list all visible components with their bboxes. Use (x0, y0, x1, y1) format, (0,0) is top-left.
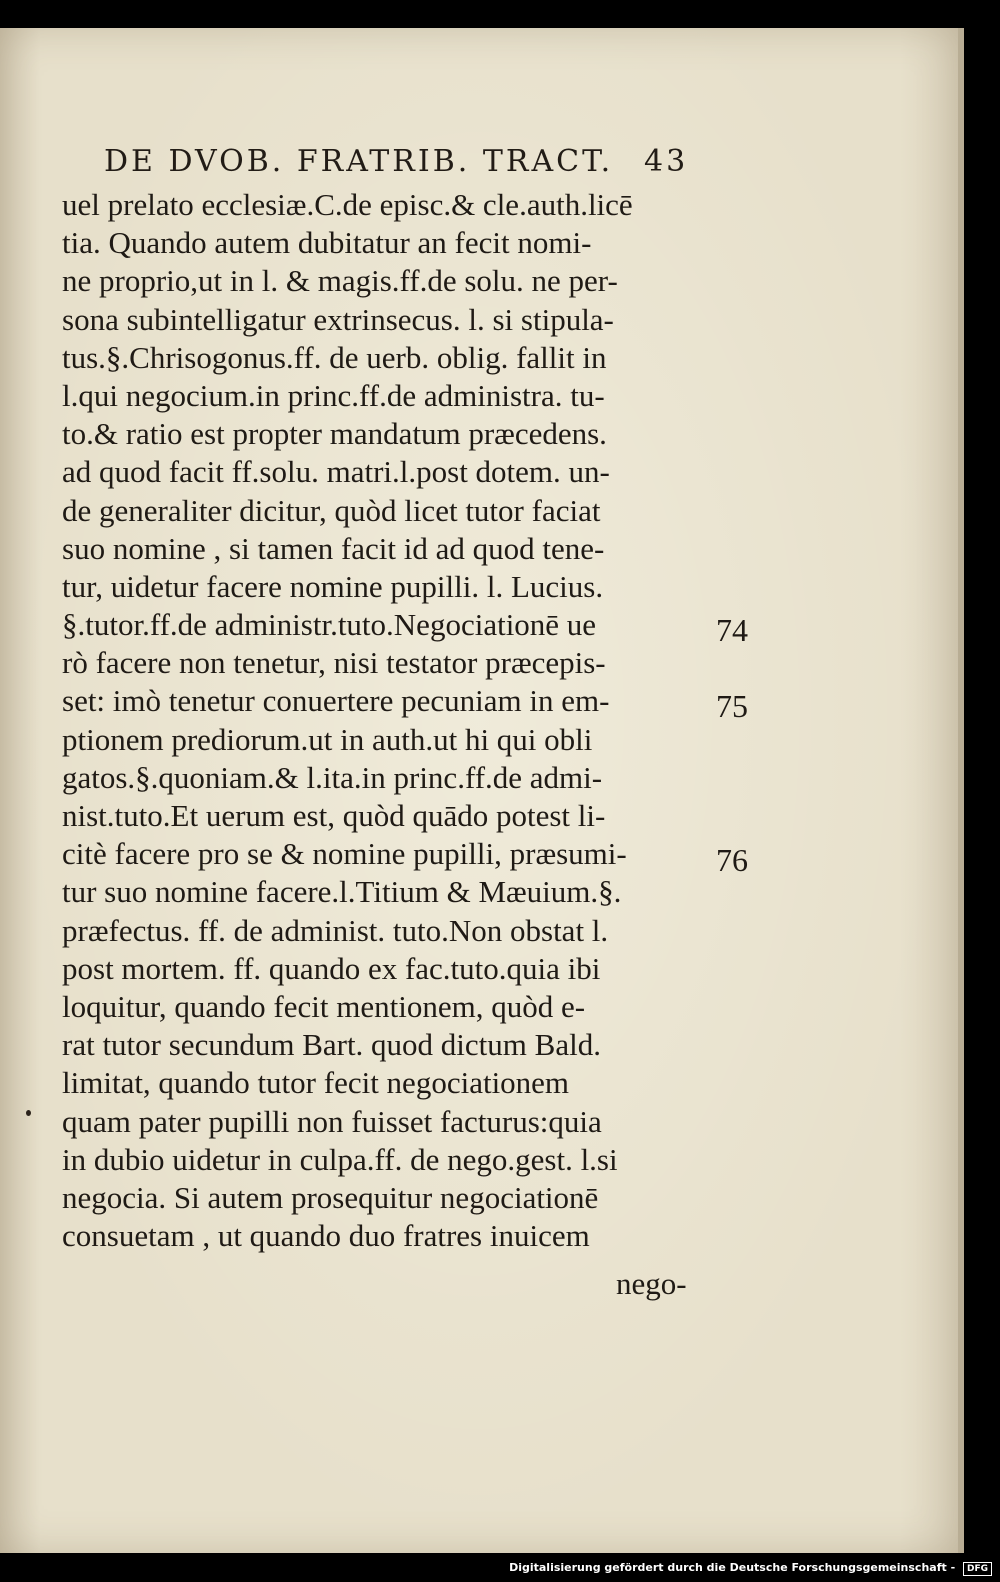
body-text (62, 186, 722, 1255)
text-line: præfectus. ff. de administ. tuto.Non obstat l. (62, 912, 609, 948)
text-line: ptionem prediorum.ut in auth.ut hi qui obli (62, 721, 593, 757)
text-line: §.tutor.ff.de administr.tuto.Negociationē ue (62, 607, 597, 643)
text-line: nist.tuto.Et uerum est, quòd quādo potest li- (62, 798, 606, 833)
digitization-footer (509, 1561, 992, 1576)
text-line: ad quod facit ff.solu. matri.l.post dotem. un- (62, 454, 610, 490)
text-line: suo nomine , si tamen facit id ad quod tene- (62, 530, 605, 566)
text-line: sona subintelligatur extrinsecus. l. si stipula- (62, 301, 614, 337)
text-line: to.& ratio est propter mandatum præcedens. (62, 416, 607, 452)
book-page (0, 28, 964, 1553)
page-number: 43 (644, 144, 689, 179)
text-line: rat tutor secundum Bart. quod dictum Bald. (62, 1027, 601, 1063)
text-line: uel prelato ecclesiæ.C.de episc.& cle.auth.licē (62, 187, 633, 222)
text-line: set: imò tenetur conuertere pecuniam in em- (62, 683, 610, 719)
catchword: nego- (616, 1266, 687, 1301)
text-line: quam pater pupilli non fuisset facturus:quia (62, 1103, 602, 1139)
text-line: post mortem. ff. quando ex fac.tuto.quia ibi (62, 950, 601, 986)
margin-number-75: 75 (716, 688, 748, 724)
text-line: in dubio uidetur in culpa.ff. de nego.gest. l.si (62, 1141, 618, 1177)
text-line: negocia. Si autem prosequitur negociationē (62, 1179, 599, 1215)
text-line: citè facere pro se & nomine pupilli, præsumi- (62, 836, 627, 872)
text-line: consuetam , ut quando duo fratres inuicem (62, 1218, 590, 1254)
text-line: tus.§.Chrisogonus.ff. de uerb. oblig. fallit in (62, 339, 607, 375)
ink-mark (26, 1110, 31, 1116)
dfg-logo-icon: DFG (963, 1562, 992, 1576)
margin-number-76: 76 (716, 842, 748, 878)
running-head (104, 144, 724, 179)
text-line: limitat, quando tutor fecit negociationem (62, 1065, 570, 1101)
text-line: rò facere non tenetur, nisi testator præcepis- (62, 645, 606, 681)
text-line: loquitur, quando fecit mentionem, quòd e- (62, 988, 586, 1024)
text-line: gatos.§.quoniam.& l.ita.in princ.ff.de admi- (62, 759, 603, 795)
text-line: tur, uidetur facere nomine pupilli. l. Lucius. (62, 568, 604, 604)
text-line: tia. Quando autem dubitatur an fecit nomi- (62, 225, 592, 261)
text-line: l.qui negocium.in princ.ff.de administra. tu- (62, 377, 605, 413)
margin-number-74: 74 (716, 612, 748, 648)
text-line: tur suo nomine facere.l.Titium & Mæuium.§. (62, 874, 622, 910)
text-line: de generaliter dicitur, quòd licet tutor faciat (62, 492, 601, 528)
text-line: ne proprio,ut in l. & magis.ff.de solu. ne per- (62, 263, 618, 299)
running-head-title: DE DVOB. FRATRIB. TRACT. (104, 144, 614, 179)
footer-text: Digitalisierung gefördert durch die Deutsche Forschungsgemeinschaft - (509, 1561, 956, 1574)
